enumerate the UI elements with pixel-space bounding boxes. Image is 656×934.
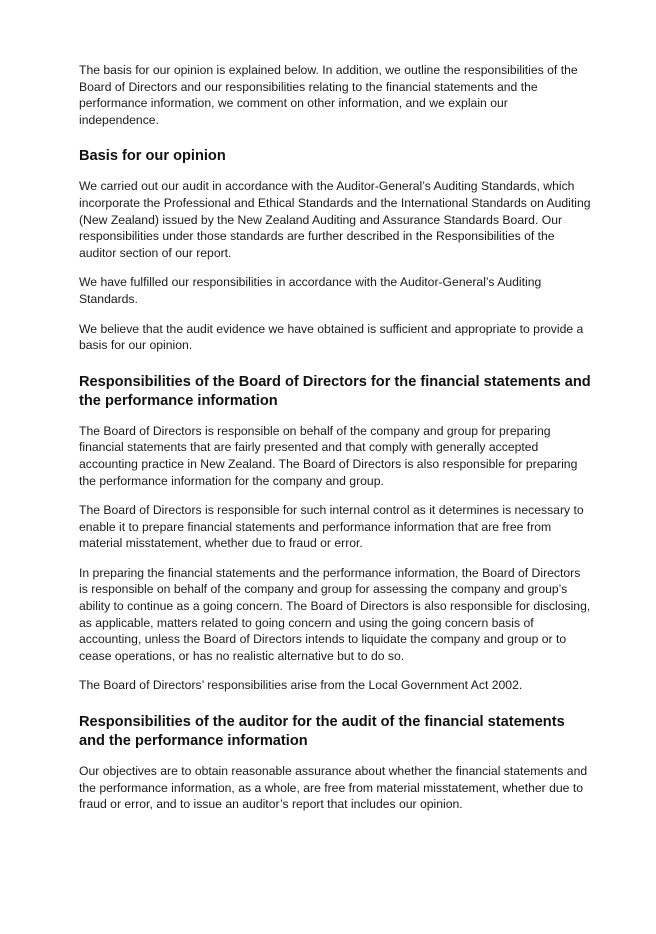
heading-basis-for-opinion: Basis for our opinion <box>79 148 226 165</box>
board-paragraph-2: The Board of Directors is responsible for such internal control as it determines is necessary to enable it to prepare financial statements and performance information that are free from material misstatement, whether due to fraud or error. <box>79 503 584 551</box>
document-page <box>79 62 591 813</box>
board-paragraph-1: The Board of Directors is responsible on behalf of the company and group for preparing financial statements that are fairly presented and that comply with generally accepted accounting practice in New Zealand. The Board of Directors is also responsible for preparing the performance information for the company and group. <box>79 423 578 488</box>
basis-paragraph-1: We carried out our audit in accordance with the Auditor-General’s Auditing Standards, which incorporate the Professional and Ethical Standards and the International Standards on Auditing (New Zealand) issued by the New Zealand Auditing and Assurance Standards Board. Our responsibilities under those standards are further described in the Responsibilities of the auditor section of our report. <box>79 179 591 260</box>
basis-paragraph-3: We believe that the audit evidence we have obtained is sufficient and appropriate to provide a basis for our opinion. <box>79 321 584 353</box>
heading-auditor-responsibilities: Responsibilities of the auditor for the audit of the financial statements and the performance information <box>79 714 565 750</box>
basis-paragraph-2: We have fulfilled our responsibilities in accordance with the Auditor-General’s Auditing Standards. <box>79 275 542 306</box>
auditor-paragraph-1: Our objectives are to obtain reasonable assurance about whether the financial statements and the performance information, as a whole, are free from material misstatement, whether due to fraud or error, and to issue an auditor’s report that includes our opinion. <box>79 764 588 812</box>
board-paragraph-4: The Board of Directors’ responsibilities arise from the Local Government Act 2002. <box>79 678 523 693</box>
board-paragraph-3: In preparing the financial statements and the performance information, the Board of Directors is responsible on behalf of the company and group for assessing the company and group’s ability to continue as a going concern. The Board of Directors is also responsible for disclosing, as applicable, matters related to going concern and using the going concern basis of accounting, unless the Board of Directors intends to liquidate the company and group or to cease operations, or has no realistic alternative but to do so. <box>79 565 591 663</box>
intro-paragraph: The basis for our opinion is explained below. In addition, we outline the responsibilities of the Board of Directors and our responsibilities relating to the financial statements and the performance information, we comment on other information, and we explain our independence. <box>79 63 578 127</box>
heading-board-responsibilities: Responsibilities of the Board of Directors for the financial statements and the performance information <box>79 373 591 409</box>
